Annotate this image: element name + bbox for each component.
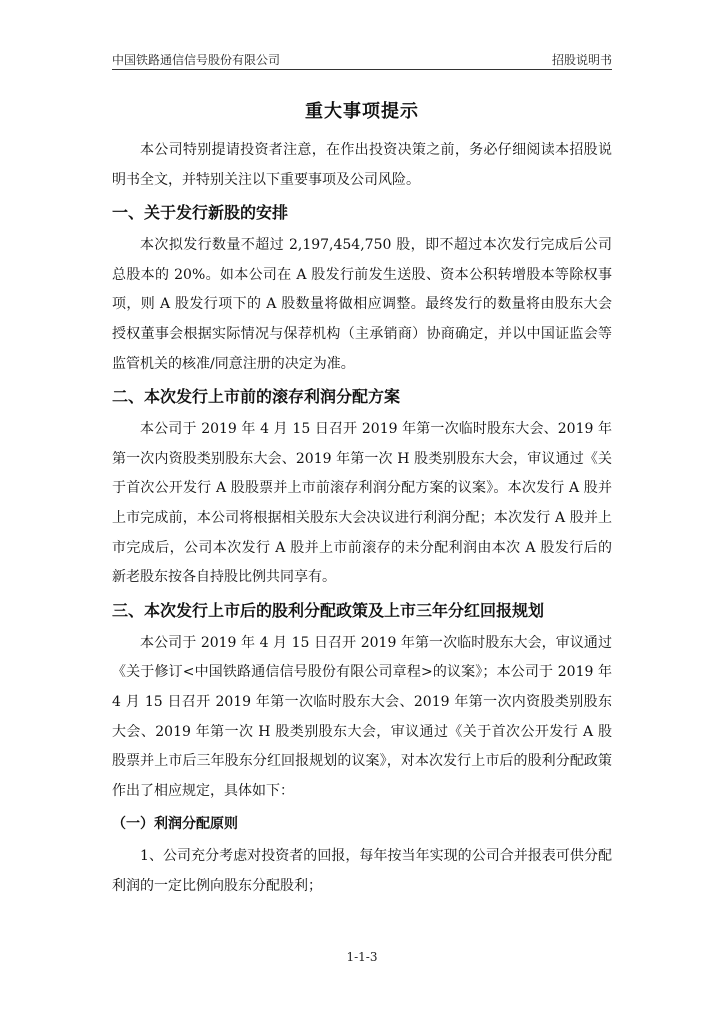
subsection-paragraph-distribution-principle: 1、公司充分考虑对投资者的回报，每年按当年实现的公司合并报表可供分配利润的一定比例向股东分配股利； — [112, 848, 612, 894]
section-heading-new-shares: 一、关于发行新股的安排 — [112, 203, 289, 223]
header-document-type: 招股说明书 — [551, 53, 612, 67]
section-heading-retained-profit: 二、本次发行上市前的滚存利润分配方案 — [112, 387, 401, 407]
document-body — [112, 136, 612, 901]
header-company-name: 中国铁路通信信号股份有限公司 — [112, 53, 281, 67]
intro-paragraph: 本公司特别提请投资者注意，在作出投资决策之前，务必仔细阅读本招股说明书全文，并特别关注以下重要事项及公司风险。 — [112, 142, 612, 188]
section-heading-dividend-policy: 三、本次发行上市后的股利分配政策及上市三年分红回报规划 — [112, 600, 545, 620]
section-paragraph-new-shares: 本次拟发行数量不超过 2,197,454,750 股，即不超过本次发行完成后公司总股本的 20%。如本公司在 A 股发行前发生送股、资本公积转增股本等除权事项，则 A 股发行项下的 A 股数量将做相应调整。最终发行的数量将由股东大会授权董事会根据实际情况与保荐机构（主承销商）协商确定，并以中国证监会等监管机关的核准/同意注册的决定为准。 — [112, 237, 612, 372]
page-number: 1-1-3 — [346, 950, 378, 964]
subsection-heading-distribution-principle: （一）利润分配原则 — [112, 816, 238, 833]
section-paragraph-retained-profit: 本公司于 2019 年 4 月 15 日召开 2019 年第一次临时股东大会、2019 年第一次内资股类别股东大会、2019 年第一次 H 股类别股东大会，审议通过《关于首次公开发行 A 股股票并上市前滚存利润分配方案的议案》。本次发行 A 股并上市完成前，本公司将根据相关股东大会决议进行利润分配；本次发行 A 股并上市完成后，公司本次发行 A 股并上市前滚存的未分配利润由本次 A 股发行后的新老股东按各自持股比例共同享有。 — [112, 421, 612, 586]
page-header — [112, 51, 612, 71]
page-title: 重大事项提示 — [305, 101, 419, 122]
section-paragraph-dividend-policy: 本公司于 2019 年 4 月 15 日召开 2019 年第一次临时股东大会，审议通过《关于修订<中国铁路通信信号股份有限公司章程>的议案》；本公司于 2019 年 4 月 15 日召开 2019 年第一次临时股东大会、2019 年第一次内资股类别股东大会、2019 年第一次 H 股类别股东大会，审议通过《关于首次公开发行 A 股股票并上市后三年股东分红回报规划的议案》，对本次发行上市后的股利分配政策作出了相应规定，具体如下： — [112, 634, 612, 799]
header-divider — [112, 69, 612, 70]
